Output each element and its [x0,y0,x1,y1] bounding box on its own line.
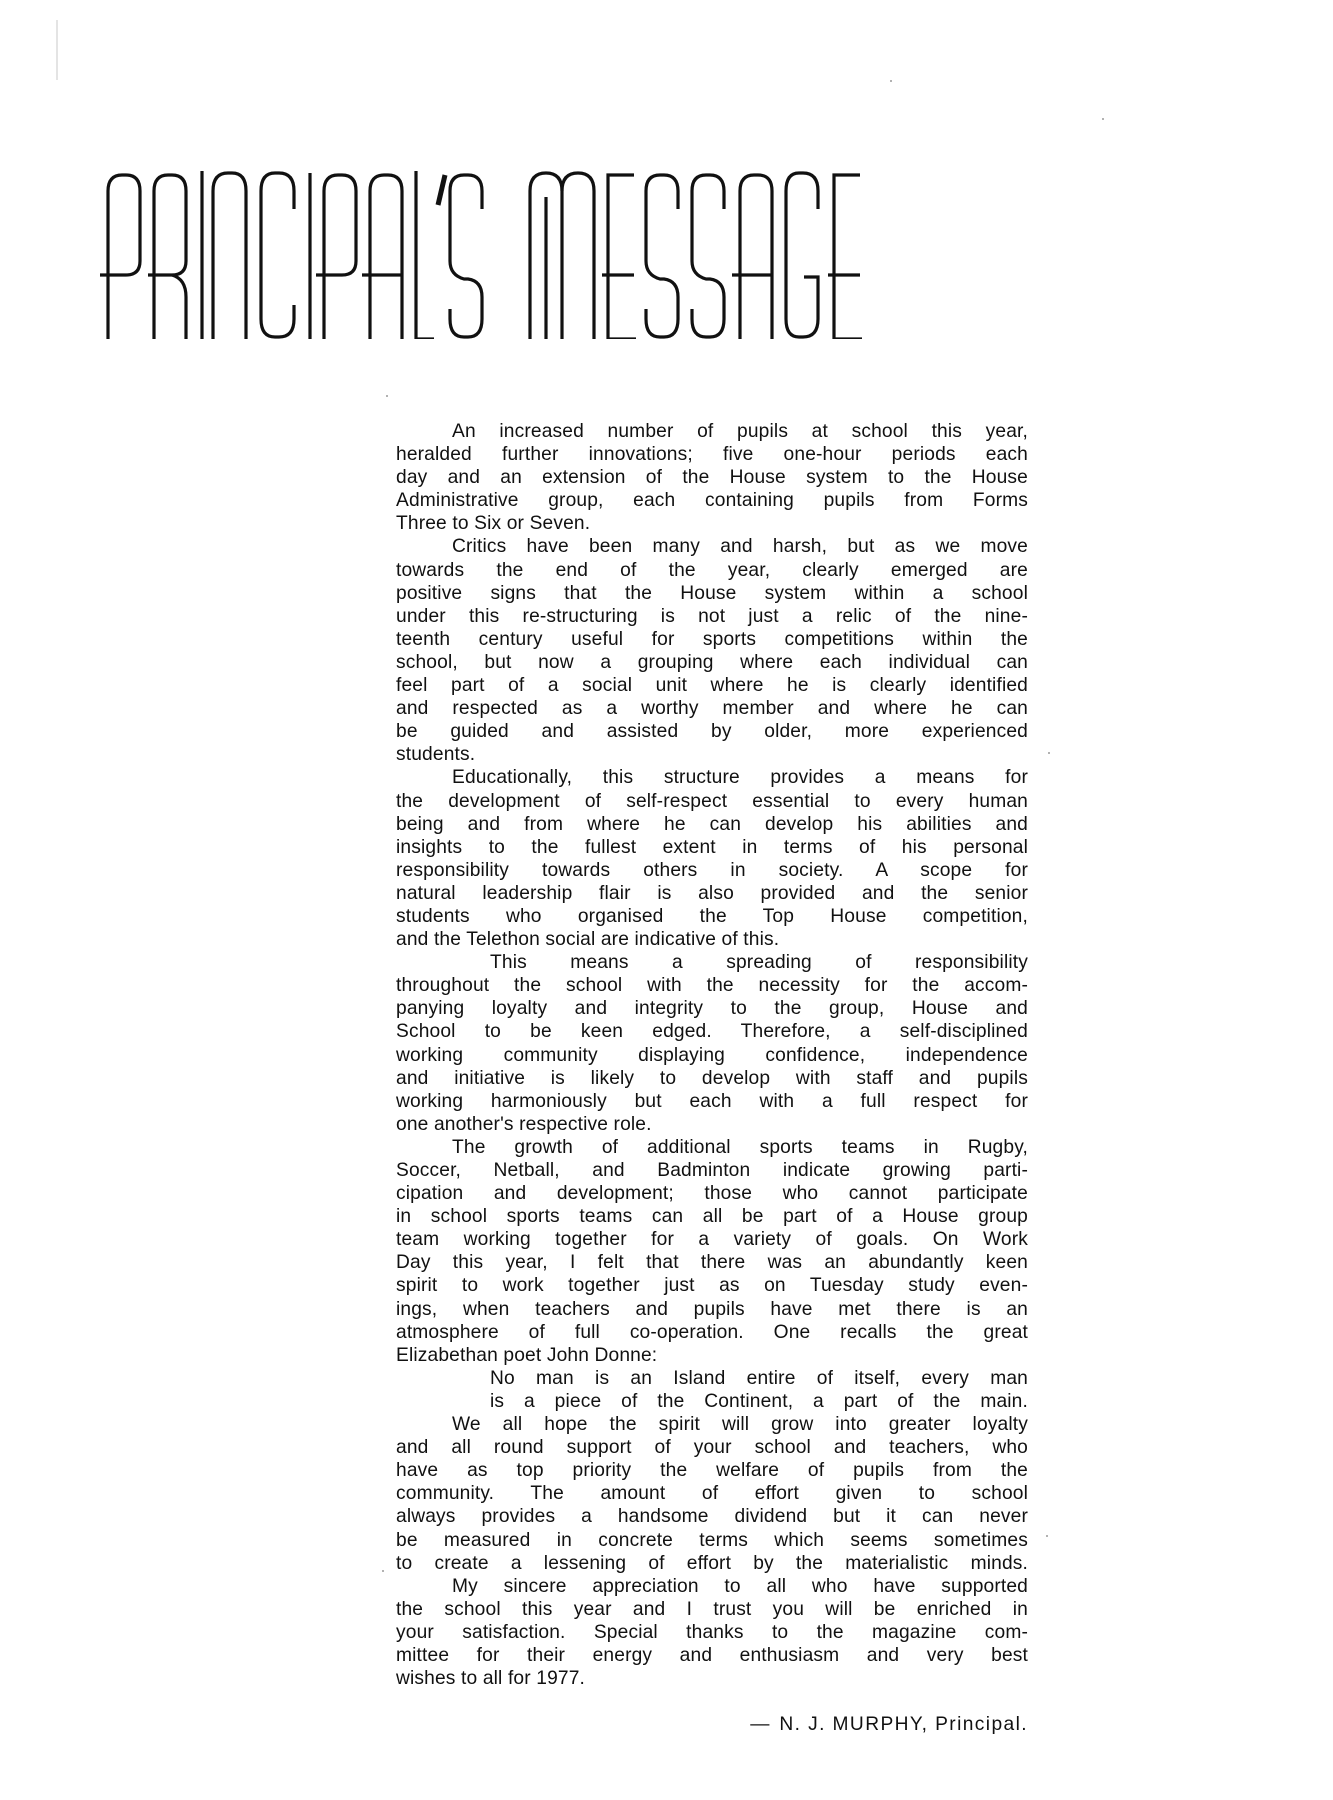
text-line: mittee for their energy and enthusiasm and very best [396,1644,1028,1666]
block-quote [396,1367,1028,1413]
article-body [396,420,1028,1690]
text-line: students. [396,744,476,766]
text-line: under this re-structuring is not just a relic of the nine- [396,605,1028,627]
title-letter-R [148,175,186,339]
paragraph [396,420,1028,535]
text-line: the school this year and I trust you will be enriched in [396,1598,1028,1620]
scan-page-edge [56,20,58,80]
text-line: My sincere appreciation to all who have supported [452,1575,1028,1597]
title-letter-E [602,175,636,339]
title-letter-S [450,175,482,337]
text-line: towards the end of the year, clearly emerged are [396,559,1028,581]
text-line: be measured in concrete terms which seems sometimes [396,1529,1028,1551]
text-line: heralded further innovations; five one-hour periods each [396,444,1028,466]
paragraph [396,1413,1028,1575]
text-line: cipation and development; those who cannot participate [396,1183,1028,1205]
title-letter-G [786,173,818,337]
text-line: Three to Six or Seven. [396,513,591,535]
text-line: This means a spreading of responsibility [490,952,1028,974]
text-line: have as top priority the welfare of pupils from the [396,1460,1028,1482]
text-line: team working together for a variety of goals. On Work [396,1229,1028,1251]
text-line: insights to the fullest extent in terms of his personal [396,836,1028,858]
page-title-lettering [100,169,950,339]
title-letter-S-3 [692,175,724,337]
text-line: ings, when teachers and pupils have met there is an [396,1298,1028,1320]
text-line: and initiative is likely to develop with staff and pupils [396,1067,1028,1089]
text-line: and all round support of your school and teachers, who [396,1437,1028,1459]
text-line: An increased number of pupils at school this year, [452,421,1028,442]
text-line: spirit to work together just as on Tuesday study even- [396,1275,1028,1297]
paragraph [396,766,1028,951]
text-line: in school sports teams can all be part of a House group [396,1206,1028,1228]
scan-speck [386,395,388,397]
text-line: community. The amount of effort given to school [396,1483,1028,1505]
text-line: working community displaying confidence, independence [396,1044,1028,1066]
text-line: wishes to all for 1977. [396,1668,586,1690]
title-letter-S-2 [646,175,678,337]
text-line: your satisfaction. Special thanks to the magazine com- [396,1621,1028,1643]
text-line: atmosphere of full co-operation. One recalls the great [396,1321,1028,1343]
text-line: teenth century useful for sports competitions within the [396,628,1028,650]
signature-text: N. J. MURPHY, Principal. [779,1714,1028,1735]
text-line: and the Telethon social are indicative of this. [396,929,780,951]
title-letter-L [416,171,434,339]
quote-line: No man is an Island entire of itself, every man [490,1367,1028,1389]
title-letter-C [261,173,294,337]
title-letter-E-2 [828,175,862,339]
text-line: always provides a handsome dividend but it can never [396,1506,1028,1528]
text-line: The growth of additional sports teams in Rugby, [452,1136,1028,1158]
title-letter-M [530,173,594,339]
text-line: the development of self-respect essential to every human [396,790,1028,812]
scan-speck [1048,752,1050,754]
signature-dash: — [750,1714,770,1735]
scan-speck [1046,1535,1048,1537]
text-line: throughout the school with the necessity for the accom- [396,975,1028,997]
title-letter-N [213,173,246,339]
scan-speck [382,1570,384,1572]
text-line: positive signs that the House system within a school [396,582,1028,604]
text-line: Administrative group, each containing pupils from Forms [396,490,1028,512]
text-line: school, but now a grouping where each individual can [396,651,1028,673]
text-line: be guided and assisted by older, more experienced [396,721,1028,743]
title-letter-A-2 [732,175,772,339]
text-line: Day this year, I felt that there was an abundantly keen [396,1252,1028,1274]
text-line: to create a lessening of effort by the materialistic minds. [396,1552,1028,1574]
title-letter-P-2 [316,175,356,339]
paragraph [396,1575,1028,1690]
signature [396,1714,1028,1736]
text-line: We all hope the spirit will grow into greater loyalty [452,1414,1028,1436]
text-line: being and from where he can develop his abilities and [396,813,1028,835]
text-line: Soccer, Netball, and Badminton indicate growing parti- [396,1160,1028,1181]
page-title [100,169,950,339]
paragraph [396,1136,1028,1367]
title-letter-P [100,175,140,339]
text-line: panying loyalty and integrity to the group, House and [396,998,1028,1020]
text-line: one another's respective role. [396,1113,652,1135]
text-line: and respected as a worthy member and where he can [396,698,1028,720]
text-line: working harmoniously but each with a full respect for [396,1090,1028,1112]
text-line: Critics have been many and harsh, but as we move [452,536,1028,558]
text-line: responsibility towards others in society. A scope for [396,859,1028,881]
paragraph [396,951,1028,1136]
quote-line: is a piece of the Continent, a part of the main. [490,1390,1028,1412]
text-line: Elizabethan poet John Donne: [396,1344,658,1366]
text-line: students who organised the Top House competition, [396,905,1028,927]
text-line: School to be keen edged. Therefore, a self-disciplined [396,1021,1028,1043]
scan-speck [1102,118,1104,120]
title-letter-A [362,175,402,339]
text-line: day and an extension of the House system to the House [396,467,1028,489]
paragraph [396,535,1028,766]
scan-speck [890,80,892,82]
title-apostrophe [438,175,445,205]
text-line: Educationally, this structure provides a means for [452,767,1028,789]
text-line: feel part of a social unit where he is clearly identified [396,675,1028,697]
text-line: natural leadership flair is also provided and the senior [396,882,1028,904]
